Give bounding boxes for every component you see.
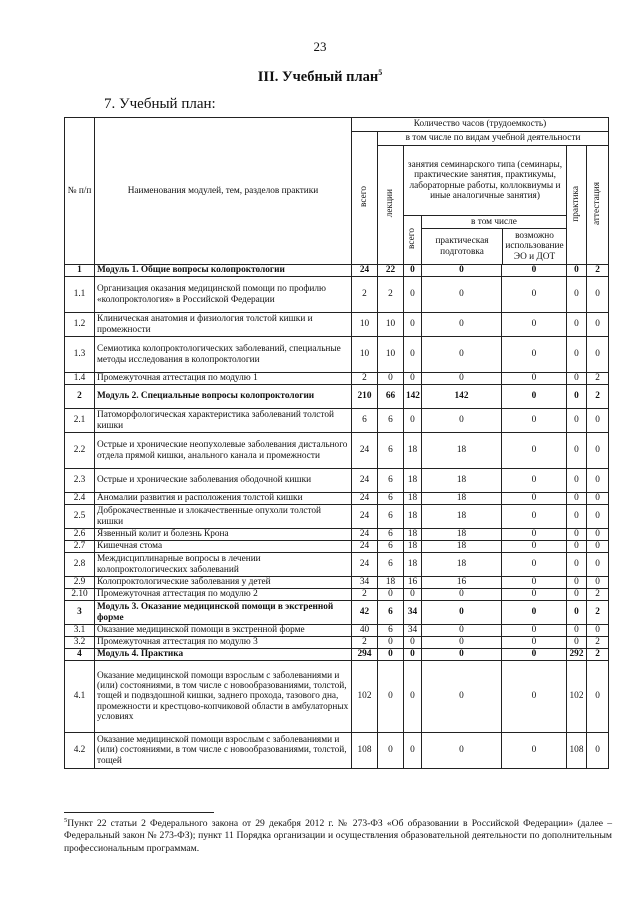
cell-name: Язвенный колит и болезнь Крона	[95, 529, 352, 541]
cell-num: 4.2	[65, 733, 95, 769]
table-row	[65, 733, 609, 769]
table-row	[65, 553, 609, 577]
cell-name: Клиническая анатомия и физиология толстой кишки и промежности	[95, 313, 352, 337]
cell-pr: 0	[567, 265, 587, 277]
cell-pr: 0	[567, 433, 587, 469]
cell-sem: 16	[404, 577, 422, 589]
cell-eo: 0	[502, 601, 567, 625]
cell-at: 0	[587, 505, 609, 529]
cell-num: 2.7	[65, 541, 95, 553]
cell-pp: 0	[422, 637, 502, 649]
cell-total: 210	[352, 385, 378, 409]
cell-at: 0	[587, 313, 609, 337]
cell-pp: 0	[422, 589, 502, 601]
curriculum-table	[64, 117, 609, 769]
cell-name: Промежуточная аттестация по модулю 3	[95, 637, 352, 649]
cell-at: 0	[587, 553, 609, 577]
footnote	[64, 817, 612, 855]
cell-eo: 0	[502, 529, 567, 541]
table-row	[65, 409, 609, 433]
header-sem-total: всего	[407, 227, 418, 249]
cell-eo: 0	[502, 313, 567, 337]
cell-eo: 0	[502, 553, 567, 577]
cell-pr: 0	[567, 577, 587, 589]
cell-pp: 18	[422, 541, 502, 553]
footnote-mark: 5	[64, 817, 68, 824]
cell-total: 24	[352, 433, 378, 469]
cell-pr: 0	[567, 277, 587, 313]
cell-total: 24	[352, 541, 378, 553]
cell-name: Доброкачественные и злокачественные опухоли толстой кишки	[95, 505, 352, 529]
cell-name: Оказание медицинской помощи взрослым с заболеваниями и (или) состояниями, в том числе с новообразованиями, толстой, тощей	[95, 733, 352, 769]
cell-num: 1.2	[65, 313, 95, 337]
cell-eo: 0	[502, 493, 567, 505]
table-row	[65, 601, 609, 625]
cell-lec: 0	[378, 661, 404, 733]
cell-total: 294	[352, 649, 378, 661]
table-row	[65, 649, 609, 661]
cell-pr: 0	[567, 529, 587, 541]
cell-at: 2	[587, 589, 609, 601]
header-practice-cell	[567, 146, 587, 265]
cell-lec: 0	[378, 589, 404, 601]
footnote-text: Пункт 22 статьи 2 Федерального закона от 29 декабря 2012 г. № 273-ФЗ «Об образовании в Российской Федерации» (далее – Федеральный закон № 273-ФЗ); пункт 11 Порядка организации и осуществления образовательной деятельности по дополнительным профессиональным программам.	[64, 818, 612, 854]
table-row	[65, 625, 609, 637]
cell-sem: 18	[404, 469, 422, 493]
cell-sem: 0	[404, 661, 422, 733]
cell-eo: 0	[502, 337, 567, 373]
cell-lec: 66	[378, 385, 404, 409]
header-incl: в том числе	[422, 216, 566, 229]
cell-pr: 0	[567, 553, 587, 577]
cell-eo: 0	[502, 433, 567, 469]
cell-total: 2	[352, 637, 378, 649]
cell-name: Аномалии развития и расположения толстой кишки	[95, 493, 352, 505]
cell-name: Кишечная стома	[95, 541, 352, 553]
header-practical-training: практическая подготовка	[422, 229, 503, 264]
cell-at: 0	[587, 409, 609, 433]
cell-lec: 22	[378, 265, 404, 277]
cell-eo: 0	[502, 505, 567, 529]
cell-total: 24	[352, 493, 378, 505]
cell-lec: 6	[378, 601, 404, 625]
cell-pr: 102	[567, 661, 587, 733]
cell-num: 1.4	[65, 373, 95, 385]
cell-name: Острые и хронические заболевания ободочной кишки	[95, 469, 352, 493]
cell-total: 24	[352, 265, 378, 277]
cell-pp: 0	[422, 313, 502, 337]
cell-eo: 0	[502, 385, 567, 409]
cell-eo: 0	[502, 373, 567, 385]
header-incl-subcols	[422, 229, 566, 264]
cell-at: 0	[587, 625, 609, 637]
cell-name: Модуль 3. Оказание медицинской помощи в экстренной форме	[95, 601, 352, 625]
cell-name: Модуль 1. Общие вопросы колопроктологии	[95, 265, 352, 277]
cell-total: 34	[352, 577, 378, 589]
cell-name: Патоморфологическая характеристика заболеваний толстой кишки	[95, 409, 352, 433]
header-eo-dot: возможно использование ЭО и ДОТ	[505, 231, 564, 262]
cell-num: 4	[65, 649, 95, 661]
cell-sem: 0	[404, 265, 422, 277]
cell-num: 1	[65, 265, 95, 277]
cell-lec: 0	[378, 733, 404, 769]
header-total: всего	[359, 185, 370, 207]
cell-eo: 0	[502, 637, 567, 649]
cell-pr: 0	[567, 589, 587, 601]
cell-at: 0	[587, 493, 609, 505]
table-row	[65, 469, 609, 493]
cell-pr: 0	[567, 505, 587, 529]
cell-pp: 0	[422, 625, 502, 637]
cell-total: 24	[352, 469, 378, 493]
cell-lec: 18	[378, 577, 404, 589]
cell-sem: 18	[404, 529, 422, 541]
cell-pp: 16	[422, 577, 502, 589]
cell-total: 10	[352, 313, 378, 337]
cell-at: 2	[587, 385, 609, 409]
header-lectures: лекции	[385, 189, 396, 218]
cell-lec: 0	[378, 637, 404, 649]
header-name: Наименования модулей, тем, разделов практики	[95, 118, 352, 265]
table-row	[65, 385, 609, 409]
cell-name: Оказание медицинской помощи в экстренной форме	[95, 625, 352, 637]
cell-num: 2	[65, 385, 95, 409]
cell-lec: 2	[378, 277, 404, 313]
cell-total: 2	[352, 373, 378, 385]
cell-sem: 0	[404, 409, 422, 433]
cell-pp: 0	[422, 409, 502, 433]
cell-total: 2	[352, 589, 378, 601]
cell-num: 2.4	[65, 493, 95, 505]
cell-num: 2.6	[65, 529, 95, 541]
table-row	[65, 589, 609, 601]
header-num: № п/п	[65, 118, 95, 265]
table-row	[65, 505, 609, 529]
cell-pp: 142	[422, 385, 502, 409]
cell-num: 1.1	[65, 277, 95, 313]
cell-total: 24	[352, 529, 378, 541]
cell-at: 0	[587, 661, 609, 733]
cell-eo: 0	[502, 625, 567, 637]
cell-eo: 0	[502, 265, 567, 277]
cell-eo: 0	[502, 577, 567, 589]
table-caption: 7. Учебный план:	[104, 96, 216, 112]
cell-total: 24	[352, 505, 378, 529]
table-row	[65, 277, 609, 313]
cell-pp: 18	[422, 469, 502, 493]
cell-eo: 0	[502, 733, 567, 769]
cell-sem: 0	[404, 277, 422, 313]
table-body	[65, 265, 609, 769]
cell-sem: 0	[404, 589, 422, 601]
cell-name: Промежуточная аттестация по модулю 1	[95, 373, 352, 385]
cell-total: 2	[352, 277, 378, 313]
cell-name: Оказание медицинской помощи взрослым с заболеваниями и (или) состояниями, в том числе с новообразованиями, толстой, тощей и подвздошной кишки, заднего прохода, тазового дна, промежности и крестцово-копчиковой области в амбулаторных условиях	[95, 661, 352, 733]
section-title	[0, 68, 640, 86]
cell-sem: 34	[404, 625, 422, 637]
cell-at: 0	[587, 577, 609, 589]
cell-lec: 6	[378, 541, 404, 553]
section-title-text: III. Учебный план	[257, 68, 379, 85]
header-seminars: занятия семинарского типа (семинары, практические занятия, практикумы, лабораторные работы, коллоквиумы и иные аналогичные занятия)	[404, 146, 567, 216]
cell-eo: 0	[502, 541, 567, 553]
cell-lec: 6	[378, 409, 404, 433]
cell-eo: 0	[502, 277, 567, 313]
header-total-cell	[352, 132, 378, 265]
cell-total: 102	[352, 661, 378, 733]
table-row	[65, 373, 609, 385]
cell-num: 1.3	[65, 337, 95, 373]
cell-total: 108	[352, 733, 378, 769]
cell-name: Промежуточная аттестация по модулю 2	[95, 589, 352, 601]
cell-num: 2.9	[65, 577, 95, 589]
cell-pp: 0	[422, 277, 502, 313]
cell-eo: 0	[502, 649, 567, 661]
cell-pp: 18	[422, 529, 502, 541]
header-attestation-cell	[587, 146, 609, 265]
cell-num: 4.1	[65, 661, 95, 733]
cell-pp: 0	[422, 661, 502, 733]
cell-pp: 0	[422, 733, 502, 769]
cell-pr: 0	[567, 373, 587, 385]
cell-sem: 0	[404, 313, 422, 337]
cell-total: 40	[352, 625, 378, 637]
cell-at: 0	[587, 337, 609, 373]
cell-pr: 0	[567, 409, 587, 433]
cell-eo: 0	[502, 589, 567, 601]
table-row	[65, 265, 609, 277]
cell-lec: 6	[378, 493, 404, 505]
cell-pr: 0	[567, 637, 587, 649]
cell-sem: 0	[404, 733, 422, 769]
cell-num: 2.3	[65, 469, 95, 493]
cell-num: 2.10	[65, 589, 95, 601]
cell-num: 2.2	[65, 433, 95, 469]
cell-pr: 292	[567, 649, 587, 661]
cell-lec: 6	[378, 553, 404, 577]
header-practice: практика	[571, 185, 582, 222]
cell-at: 2	[587, 601, 609, 625]
cell-sem: 18	[404, 493, 422, 505]
cell-name: Междисциплинарные вопросы в лечении колопроктологических заболеваний	[95, 553, 352, 577]
cell-pp: 0	[422, 373, 502, 385]
cell-total: 6	[352, 409, 378, 433]
header-incl-group	[422, 216, 567, 265]
cell-sem: 0	[404, 337, 422, 373]
cell-num: 2.1	[65, 409, 95, 433]
cell-pp: 18	[422, 505, 502, 529]
cell-at: 0	[587, 469, 609, 493]
table-row	[65, 577, 609, 589]
cell-name: Организация оказания медицинской помощи по профилю «колопроктология» в Российской Федерации	[95, 277, 352, 313]
cell-pr: 0	[567, 601, 587, 625]
cell-at: 0	[587, 277, 609, 313]
cell-pr: 0	[567, 337, 587, 373]
cell-num: 3	[65, 601, 95, 625]
cell-sem: 18	[404, 433, 422, 469]
cell-lec: 6	[378, 469, 404, 493]
cell-sem: 18	[404, 553, 422, 577]
cell-lec: 0	[378, 649, 404, 661]
cell-lec: 10	[378, 313, 404, 337]
cell-pr: 0	[567, 541, 587, 553]
cell-lec: 6	[378, 505, 404, 529]
footnote-divider	[64, 812, 214, 813]
cell-sem: 0	[404, 637, 422, 649]
cell-sem: 18	[404, 541, 422, 553]
cell-at: 2	[587, 637, 609, 649]
cell-name: Семиотика колопроктологических заболеваний, специальные методы исследования в колопроктологии	[95, 337, 352, 373]
header-lectures-cell	[378, 146, 404, 265]
cell-pp: 18	[422, 433, 502, 469]
cell-total: 10	[352, 337, 378, 373]
cell-num: 2.5	[65, 505, 95, 529]
table-row	[65, 493, 609, 505]
cell-name: Колопроктологические заболевания у детей	[95, 577, 352, 589]
cell-sem: 18	[404, 505, 422, 529]
table-row	[65, 433, 609, 469]
table-row	[65, 337, 609, 373]
cell-at: 2	[587, 373, 609, 385]
cell-at: 0	[587, 541, 609, 553]
section-title-footnote-mark: 5	[378, 68, 383, 77]
cell-at: 2	[587, 649, 609, 661]
cell-pp: 0	[422, 649, 502, 661]
cell-pr: 0	[567, 625, 587, 637]
header-hours: Количество часов (трудоемкость)	[352, 118, 609, 132]
cell-pp: 18	[422, 493, 502, 505]
cell-name: Острые и хронические неопухолевые заболевания дистального отдела прямой кишки, анального канала и промежности	[95, 433, 352, 469]
table-row	[65, 637, 609, 649]
cell-total: 42	[352, 601, 378, 625]
cell-at: 0	[587, 733, 609, 769]
cell-sem: 142	[404, 385, 422, 409]
cell-at: 0	[587, 433, 609, 469]
table-row	[65, 529, 609, 541]
cell-at: 2	[587, 265, 609, 277]
table-row	[65, 661, 609, 733]
header-sem-total-cell	[404, 216, 422, 265]
cell-num: 3.2	[65, 637, 95, 649]
cell-pp: 0	[422, 337, 502, 373]
cell-name: Модуль 4. Практика	[95, 649, 352, 661]
cell-sem: 0	[404, 373, 422, 385]
cell-sem: 34	[404, 601, 422, 625]
cell-total: 24	[352, 553, 378, 577]
cell-pr: 0	[567, 493, 587, 505]
cell-num: 3.1	[65, 625, 95, 637]
cell-at: 0	[587, 529, 609, 541]
cell-pr: 0	[567, 469, 587, 493]
cell-name: Модуль 2. Специальные вопросы колопроктологии	[95, 385, 352, 409]
cell-eo: 0	[502, 469, 567, 493]
cell-pr: 0	[567, 313, 587, 337]
cell-pp: 0	[422, 265, 502, 277]
cell-pp: 0	[422, 601, 502, 625]
cell-sem: 0	[404, 649, 422, 661]
cell-lec: 0	[378, 373, 404, 385]
cell-pp: 18	[422, 553, 502, 577]
cell-lec: 6	[378, 625, 404, 637]
cell-pr: 108	[567, 733, 587, 769]
table-row	[65, 313, 609, 337]
page-number: 23	[313, 39, 327, 54]
table-row	[65, 541, 609, 553]
cell-lec: 10	[378, 337, 404, 373]
cell-eo: 0	[502, 661, 567, 733]
cell-eo: 0	[502, 409, 567, 433]
cell-num: 2.8	[65, 553, 95, 577]
cell-lec: 6	[378, 529, 404, 541]
header-attestation: аттестация	[592, 181, 603, 225]
header-incl-by-type: в том числе по видам учебной деятельности	[378, 132, 609, 146]
cell-pr: 0	[567, 385, 587, 409]
cell-lec: 6	[378, 433, 404, 469]
